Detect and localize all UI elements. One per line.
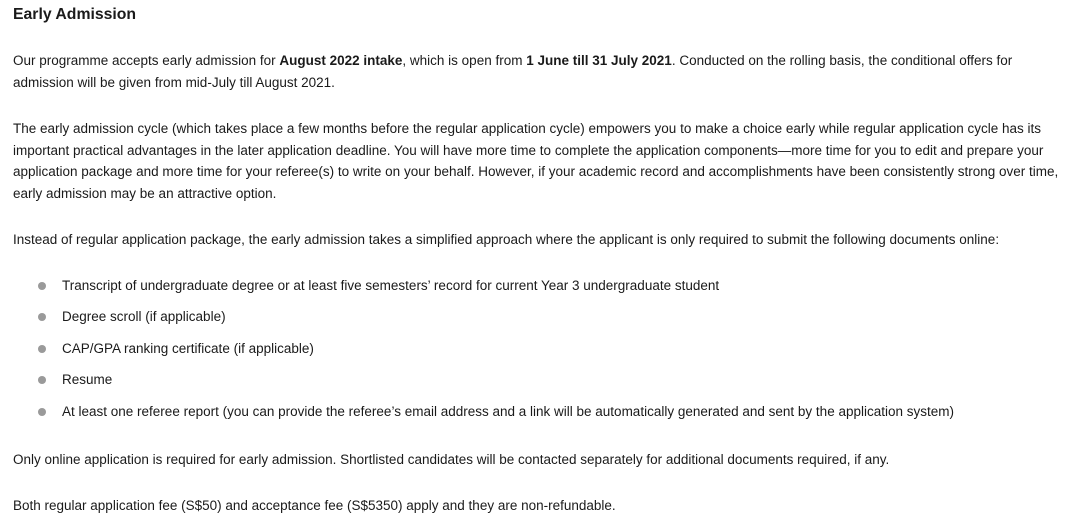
list-item-text: Degree scroll (if applicable) bbox=[62, 309, 226, 325]
list-item-text: Resume bbox=[62, 372, 113, 388]
bullet-icon bbox=[38, 408, 46, 416]
intake-paragraph bbox=[13, 50, 1068, 93]
list-item-text: At least one referee report (you can provide the referee’s email address and a link will be automatically generated and sent by the application system) bbox=[62, 403, 954, 419]
bullet-icon bbox=[38, 282, 46, 290]
list-item-text: CAP/GPA ranking certificate (if applicable) bbox=[62, 340, 314, 356]
bullet-icon bbox=[38, 313, 46, 321]
bullet-icon bbox=[38, 376, 46, 384]
list-item bbox=[13, 401, 1068, 424]
list-item bbox=[13, 338, 1068, 370]
intake-date-bold: August 2022 intake bbox=[279, 53, 403, 68]
open-period-bold: 1 June till 31 July 2021 bbox=[526, 53, 672, 68]
intake-text-1: Our programme accepts early admission for bbox=[13, 53, 280, 68]
bullet-icon bbox=[38, 345, 46, 353]
list-item bbox=[13, 369, 1068, 401]
online-application-paragraph: Only online application is required for early admission. Shortlisted candidates will be contacted separately for additional documents required, if any. bbox=[13, 451, 890, 467]
intake-text-3: . Conducted on the rolling basis, the conditional offers for admission will be given from mid-July till August 2021. bbox=[13, 53, 1013, 90]
section-heading: Early Admission bbox=[13, 6, 137, 23]
list-item bbox=[13, 306, 1068, 338]
fees-paragraph: Both regular application fee (S$50) and acceptance fee (S$5350) apply and they are non-refundable. bbox=[13, 498, 616, 514]
intake-text-2: , which is open from bbox=[402, 53, 527, 68]
list-item bbox=[13, 275, 1068, 307]
required-documents-list bbox=[13, 275, 1068, 424]
documents-intro-paragraph: Instead of regular application package, the early admission takes a simplified approach where the applicant is only required to submit the following documents online: bbox=[13, 232, 1000, 247]
early-cycle-paragraph: The early admission cycle (which takes place a few months before the regular application cycle) empowers you to make a choice early while regular application cycle has its important practical advantages in the later application deadline. You will have more time to complete the application components—more time for you to edit and prepare your application package and more time for your referee(s) to write on your behalf. However, if your academic record and accomplishments have been consistently strong over time, early admission may be an attractive option. bbox=[13, 121, 1059, 201]
list-item-text: Transcript of undergraduate degree or at least five semesters’ record for current Year 3 undergraduate student bbox=[62, 277, 720, 293]
